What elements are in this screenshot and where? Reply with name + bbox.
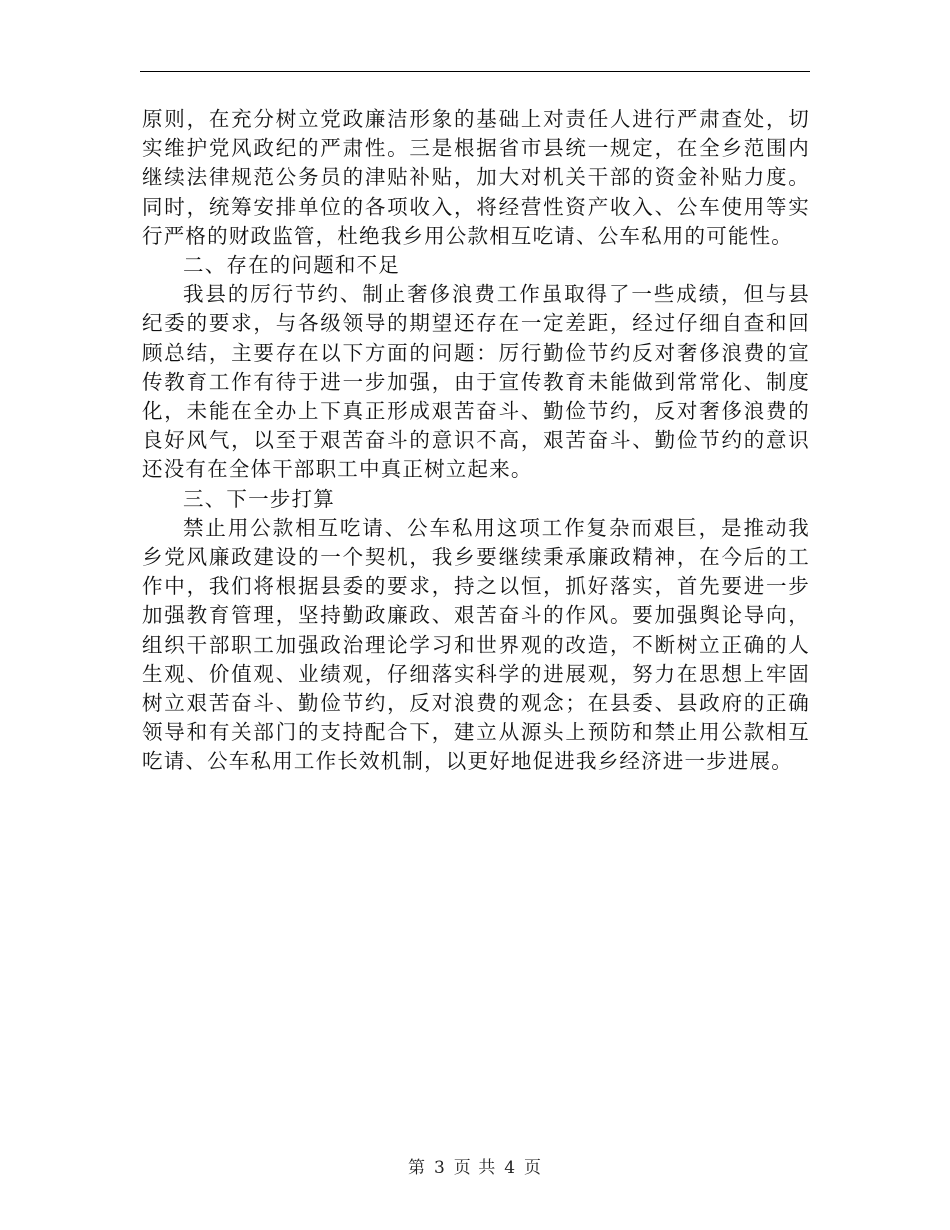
footer-total-pages: 4 xyxy=(504,1158,517,1178)
paragraph-next-steps: 禁止用公款相互吃请、公车私用这项工作复杂而艰巨，是推动我乡党风廉政建设的一个契机，我乡要继续秉承廉政精神，在今后的工作中，我们将根据县委的要求，持之以恒，抓好落实，首先要进一步加强教育管理，坚持勤政廉政、艰苦奋斗的作风。要加强舆论导向，组织干部职工加强政治理论学习和世界观的改造，不断树立正确的人生观、价值观、业绩观，仔细落实科学的进展观，努力在思想上牢固树立艰苦奋斗、勤俭节约，反对浪费的观念；在县委、县政府的正确领导和有关部门的支持配合下，建立从源头上预防和禁止用公款相互吃请、公车私用工作长效机制，以更好地促进我乡经济进一步进展。 xyxy=(142,515,810,774)
section-heading-problems: 二、存在的问题和不足 xyxy=(183,253,400,278)
paragraph-continuation: 原则，在充分树立党政廉洁形象的基础上对责任人进行严肃查处，切实维护党风政纪的严肃性。三是根据省市县统一规定，在全乡范围内继续法律规范公务员的津贴补贴，加大对机关干部的资金补贴力度。同时，统筹安排单位的各项收入，将经营性资产收入、公车使用等实行严格的财政监管，杜绝我乡用公款相互吃请、公车私用的可能性。 xyxy=(142,107,810,248)
footer-current-page: 3 xyxy=(433,1158,446,1178)
footer-prefix: 第 xyxy=(407,1158,426,1178)
footer-suffix: 页 xyxy=(524,1158,543,1178)
paragraph-problems: 我县的厉行节约、制止奢侈浪费工作虽取得了一些成绩，但与县纪委的要求，与各级领导的期望还存在一定差距，经过仔细自查和回顾总结，主要存在以下方面的问题：厉行勤俭节约反对奢侈浪费的宣传教育工作有待于进一步加强，由于宣传教育未能做到常常化、制度化，未能在全办上下真正形成艰苦奋斗、勤俭节约，反对奢侈浪费的良好风气，以至于艰苦奋斗的意识不高，艰苦奋斗、勤俭节约的意识还没有在全体干部职工中真正树立起来。 xyxy=(142,282,810,482)
section-heading-next-steps: 三、下一步打算 xyxy=(183,486,335,511)
page-footer xyxy=(0,1153,950,1178)
document-body xyxy=(142,105,810,777)
header-rule xyxy=(140,71,810,72)
footer-mid: 页 共 xyxy=(453,1158,497,1178)
